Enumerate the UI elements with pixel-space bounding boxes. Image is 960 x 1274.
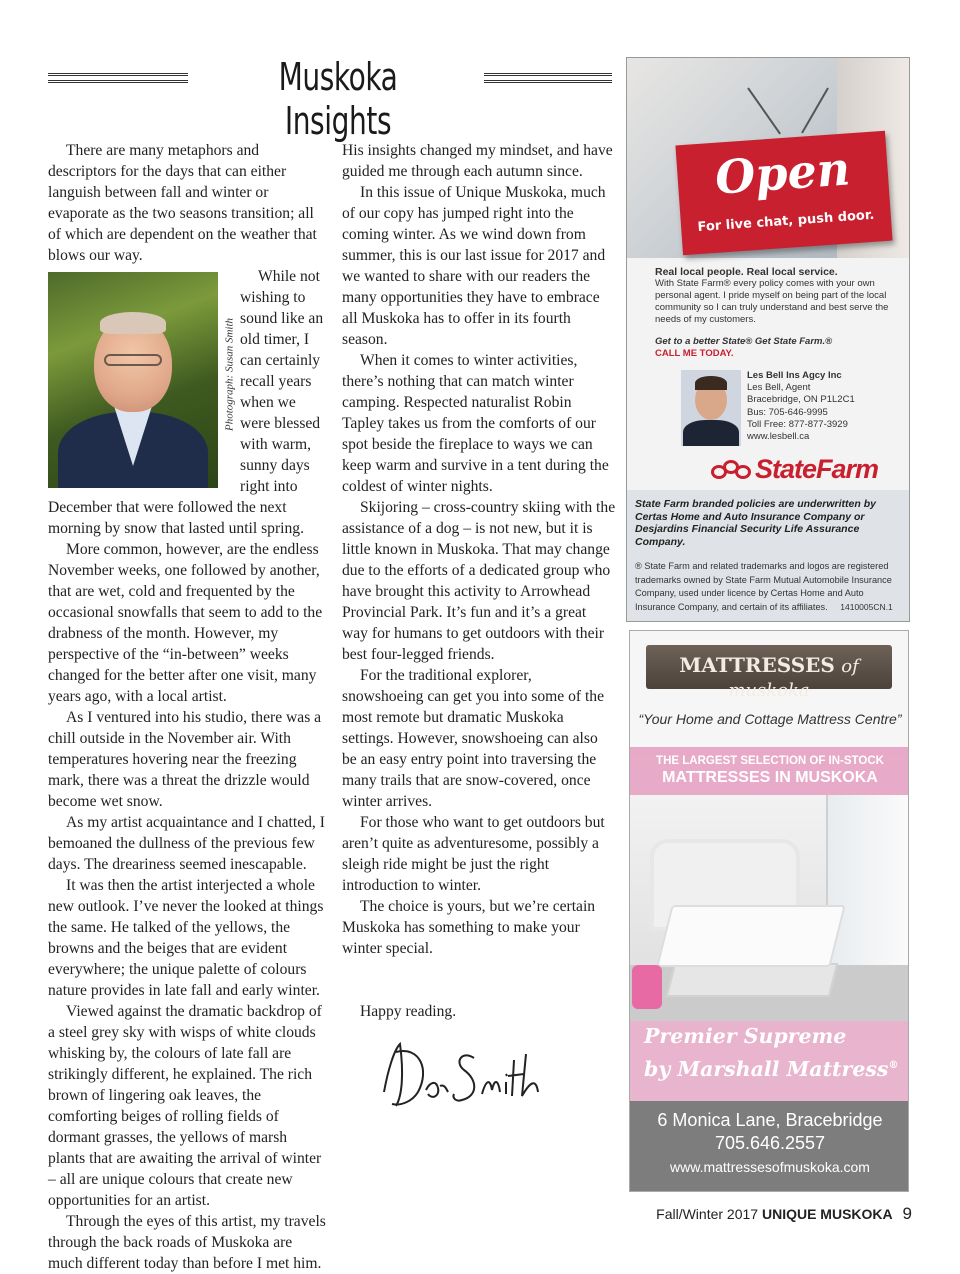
- photo-credit: Photograph: Susan Smith: [223, 317, 236, 432]
- paragraph: As I ventured into his studio, there was a chill outside in the November air. With temperatures hovering near the freezing mark, there was a threat the drizzle would become wet snow.: [48, 709, 322, 810]
- paragraph: When it comes to winter activities, there’s nothing that can match winter camping. Respected naturalist Robin Tapley takes us from the comforts of our spot beside the fireplace to ways we can keep warm and survive in a tent during the coldest of winter nights.: [342, 352, 609, 495]
- ad-tagline: Real local people. Real local service.: [655, 266, 838, 278]
- store-phone[interactable]: 705.646.2557: [714, 1133, 826, 1153]
- paragraph: His insights changed my mindset, and have guided me through each autumn since.: [342, 142, 613, 180]
- page-header: [48, 55, 608, 143]
- statefarm-ad[interactable]: [626, 57, 910, 622]
- paragraph: It was then the artist interjected a whole new outlook. I’ve never the looked at things the same. He talked of the yellows, the browns and the beiges that are evident everywhere; the unique palette of colours nature provides in late fall and early winter.: [48, 877, 324, 999]
- mattress-logo: MATTRESSES of muskoka: [646, 645, 892, 689]
- agent-contact: Les Bell Ins Agcy Inc Les Bell, Agent Bracebridge, ON P1L2C1 Bus: 705-646-9995 Toll Free: 877-877-3929 www.lesbell.ca: [747, 370, 907, 443]
- ad-disclaimer: State Farm branded policies are underwritten by Certas Home and Auto Insurance Company or Desjardins Financial Security Life Assurance Company. ® State Farm and related trademarks and logos are registered trademarks owned by State Farm Mutual Automobile Insurance Company, used under licence by Certas Home and Auto Insurance Company, and certain of its affiliates. 1410005CN.1: [627, 490, 910, 622]
- agent-photo: [681, 370, 741, 446]
- mattress-headline-1: THE LARGEST SELECTION OF IN-STOCK: [656, 755, 884, 767]
- paragraph: For the traditional explorer, snowshoeing can get you into some of the most remote but dramatic Muskoka settings. However, snowshoeing can also be an easy entry point into traversing the many trails that are snow-covered, once winter arrives.: [342, 667, 605, 810]
- bed-photo: [630, 795, 909, 1021]
- issue-label: Fall/Winter 2017: [656, 1206, 759, 1222]
- store-website-link[interactable]: www.mattressesofmuskoka.com: [670, 1159, 870, 1175]
- ad-photo: [627, 58, 910, 258]
- statefarm-ovals-icon: [711, 460, 751, 482]
- header-rule-left: [48, 73, 188, 83]
- paragraph: In this issue of Unique Muskoka, much of our copy has jumped right into the coming winter. As we wind down from summer, this is our last issue for 2017 and we wanted to share with our readers the many opportunities they have to embrace all Muskoka has to offer in its fourth season.: [342, 184, 606, 348]
- page-number: 9: [902, 1204, 912, 1223]
- open-sign: Open For live chat, push door.: [675, 131, 892, 255]
- statefarm-logo: StateFarm: [711, 454, 901, 485]
- page-title: Muskoka Insights: [278, 55, 398, 143]
- ad-description: With State Farm® every policy comes with your own personal agent. I pride myself on being part of the local community so I can truly understand and best serve the needs of my customers.: [655, 278, 889, 325]
- editor-photo: [48, 272, 218, 488]
- paragraph: More common, however, are the endless November weeks, one followed by another, that are wet, cold and frequented by the occasional snowfalls that seem to add to the drabness of the month. However, my perspective of the “in-between” weeks changed for the better after one visit, many years ago, with a local artist.: [48, 541, 323, 705]
- mattress-tagline: “Your Home and Cottage Mattress Centre”: [638, 711, 902, 727]
- paragraph: There are many metaphors and descriptors for the days that can either languish between fall and winter or evaporate as the two seasons transition; all of which are dependent on the weather that blows our way.: [48, 142, 317, 264]
- store-address: 6 Monica Lane, Bracebridge: [657, 1110, 883, 1130]
- header-rule-right: [484, 73, 612, 83]
- ad-call-to-action: CALL ME TODAY.: [655, 348, 734, 359]
- paragraph: While not wishing to sound like an old timer, I can certainly recall years when we were blessed with warm, sunny days right into December that were followed the next morning by snow that lasted until spring.: [48, 268, 324, 537]
- signature-image: [374, 1030, 574, 1120]
- closing-line: Happy reading.: [360, 1003, 457, 1020]
- mattress-ad[interactable]: [629, 630, 909, 1192]
- article-column-1: [48, 140, 326, 1274]
- paragraph: Through the eyes of this artist, my travels through the back roads of Muskoka are much different today than before I met him.: [48, 1213, 326, 1272]
- page-footer: [656, 1204, 912, 1224]
- paragraph: As my artist acquaintance and I chatted, I bemoaned the dullness of the previous few days. The dreariness seemed inescapable.: [48, 814, 325, 873]
- agent-website-link[interactable]: www.lesbell.ca: [747, 431, 810, 443]
- product-name: Premier Supreme by Marshall Mattress®: [644, 1024, 899, 1081]
- mattress-headline-2: MATTRESSES IN MUSKOKA: [662, 769, 878, 786]
- paragraph: Viewed against the dramatic backdrop of a steel grey sky with wisps of white clouds whisking by, the colours of late fall are strikingly different, he explained. The rich brown of lingering oak leaves, the comforting beiges of rolling fields of dormant grasses, the yellows of marsh plants that are awaiting the arrival of winter – all are unique colours that create new opportunities for an artist.: [48, 1003, 322, 1209]
- paragraph: The choice is yours, but we’re certain Muskoka has something to make your winter special.: [342, 898, 596, 957]
- ad-slogan: Get to a better State® Get State Farm.®: [655, 336, 833, 347]
- magazine-name: UNIQUE MUSKOKA: [761, 1206, 893, 1222]
- paragraph: For those who want to get outdoors but aren’t quite as adventuresome, possibly a sleigh ride might be just the right introduction to winter.: [342, 814, 605, 894]
- paragraph: Skijoring – cross-country skiing with the assistance of a dog – is not new, but it is little known in Muskoka. That may change due to the efforts of a dedicated group who have brought this activity to Arrowhead Provincial Park. It’s fun and it’s a great way for humans to get outdoors with their best four-legged friends.: [342, 499, 616, 663]
- article-column-2: [342, 140, 616, 1022]
